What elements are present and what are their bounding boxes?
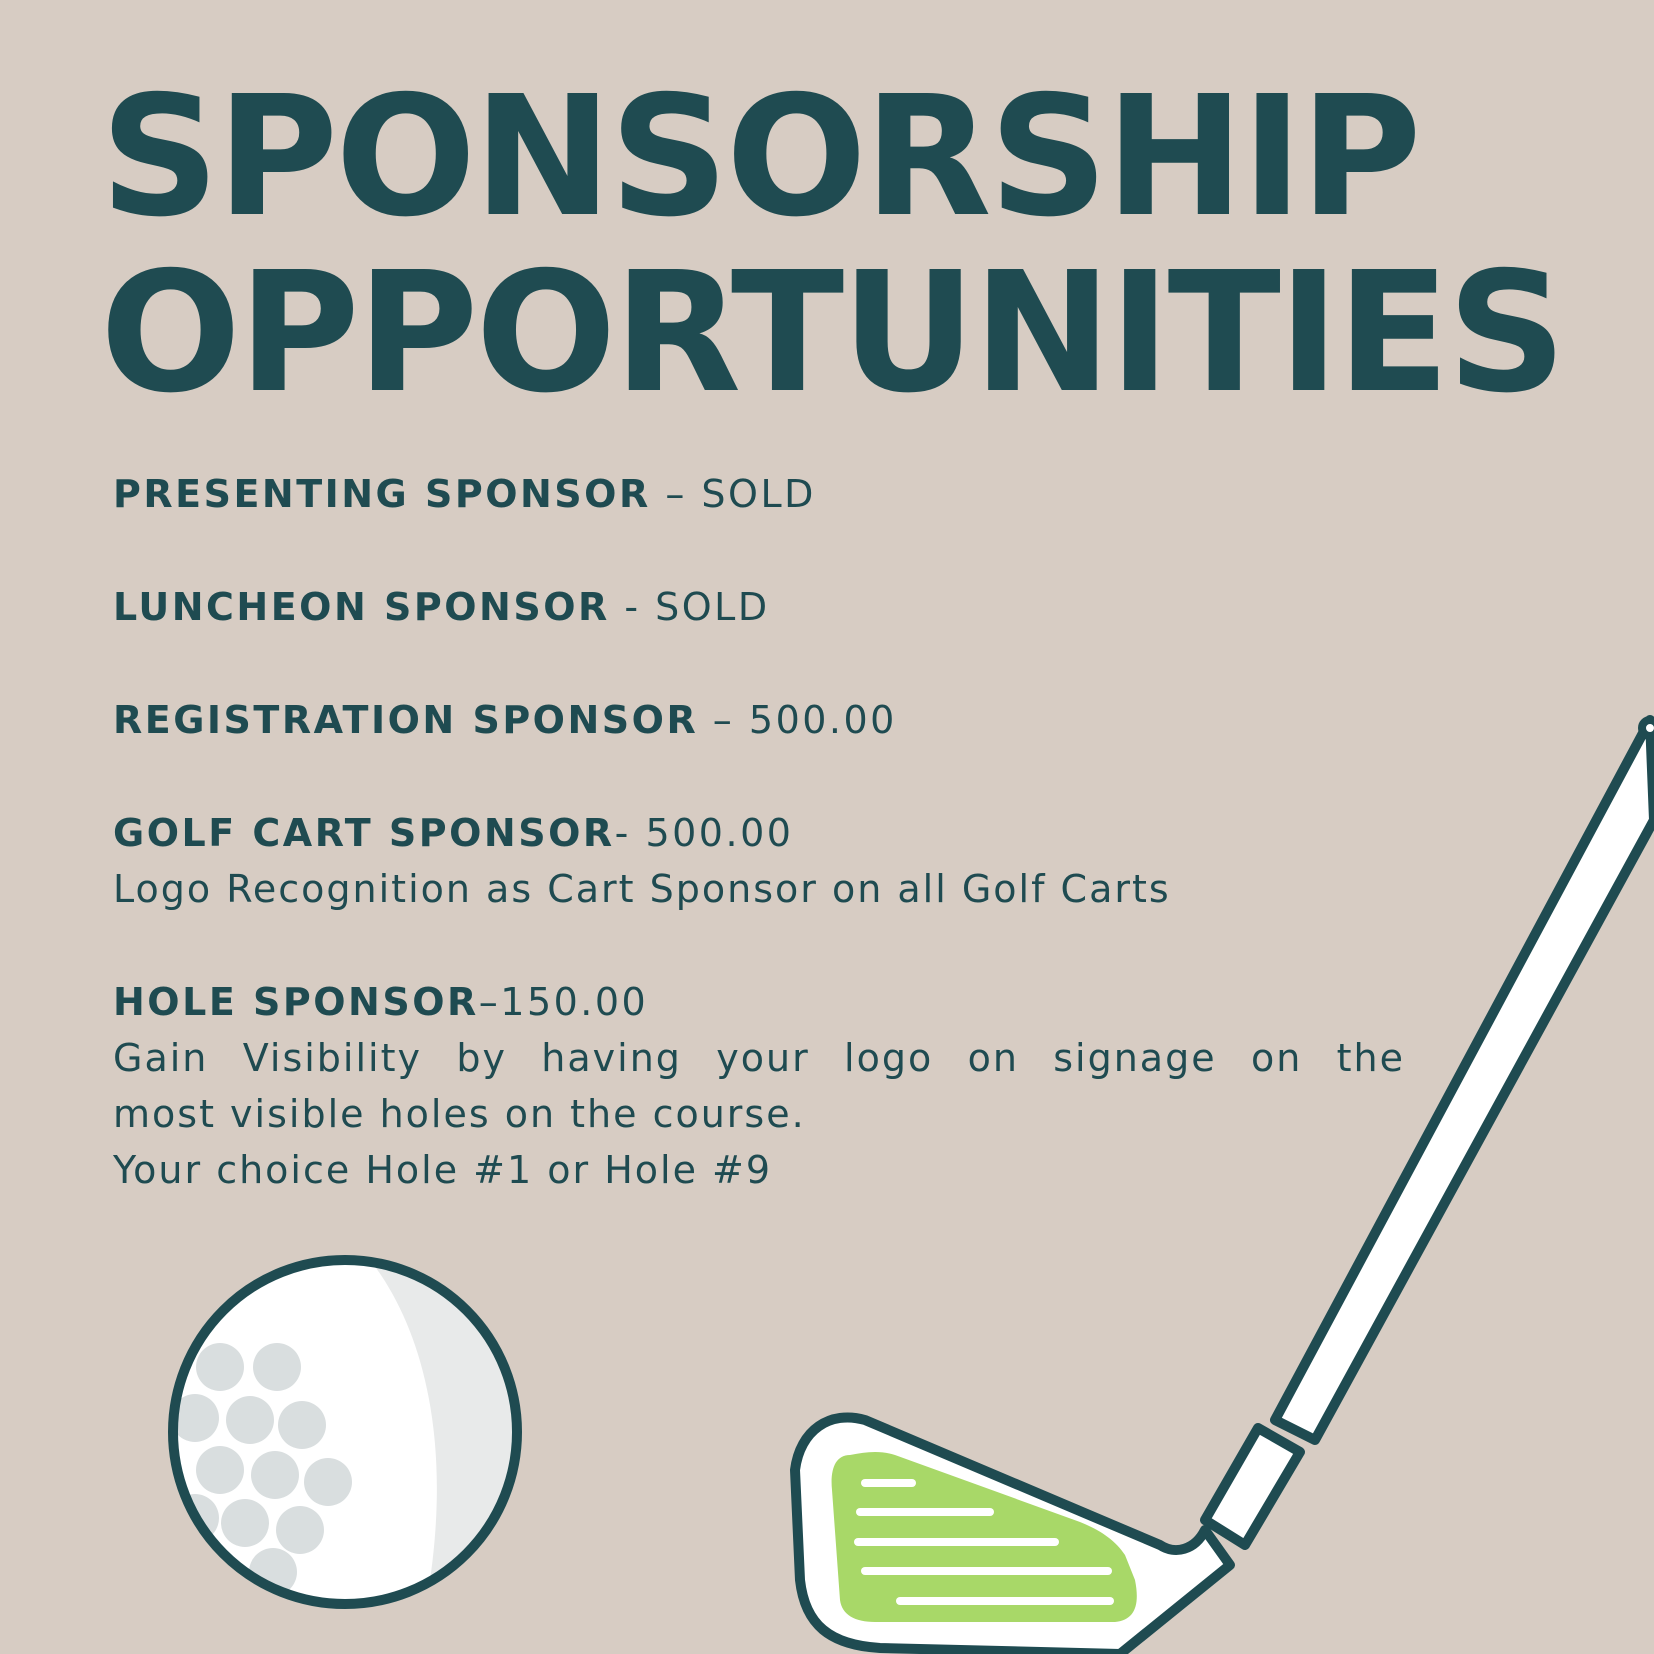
sponsor-name: HOLE SPONSOR (113, 980, 479, 1024)
sponsor-separator: - (614, 811, 646, 855)
sponsor-description-line: Gain Visibility by having your logo on signage on the (113, 1036, 1405, 1080)
sponsor-separator: – (650, 472, 702, 516)
sponsor-price: SOLD (701, 472, 816, 516)
sponsor-description: Logo Recognition as Cart Sponsor on all Golf Carts (113, 867, 1171, 911)
title-line-1: SPONSORSHIP (100, 61, 1419, 254)
sponsor-name: GOLF CART SPONSOR (113, 811, 615, 855)
sponsor-description-line: Your choice Hole #1 or Hole #9 (113, 1148, 773, 1192)
sponsor-separator: – (478, 980, 501, 1024)
sponsor-name: LUNCHEON SPONSOR (113, 585, 610, 629)
sponsor-price: SOLD (655, 585, 770, 629)
sponsor-price: 500.00 (645, 811, 794, 855)
sponsor-separator: - (609, 585, 656, 629)
sponsor-separator: – (698, 698, 749, 742)
sponsor-name: REGISTRATION SPONSOR (113, 698, 699, 742)
sponsor-name: PRESENTING SPONSOR (113, 472, 651, 516)
sponsor-price: 150.00 (500, 980, 649, 1024)
sponsor-description-line: most visible holes on the course. (113, 1092, 806, 1136)
sponsor-price: 500.00 (748, 698, 897, 742)
title-line-2: OPPORTUNITIES (100, 237, 1564, 430)
